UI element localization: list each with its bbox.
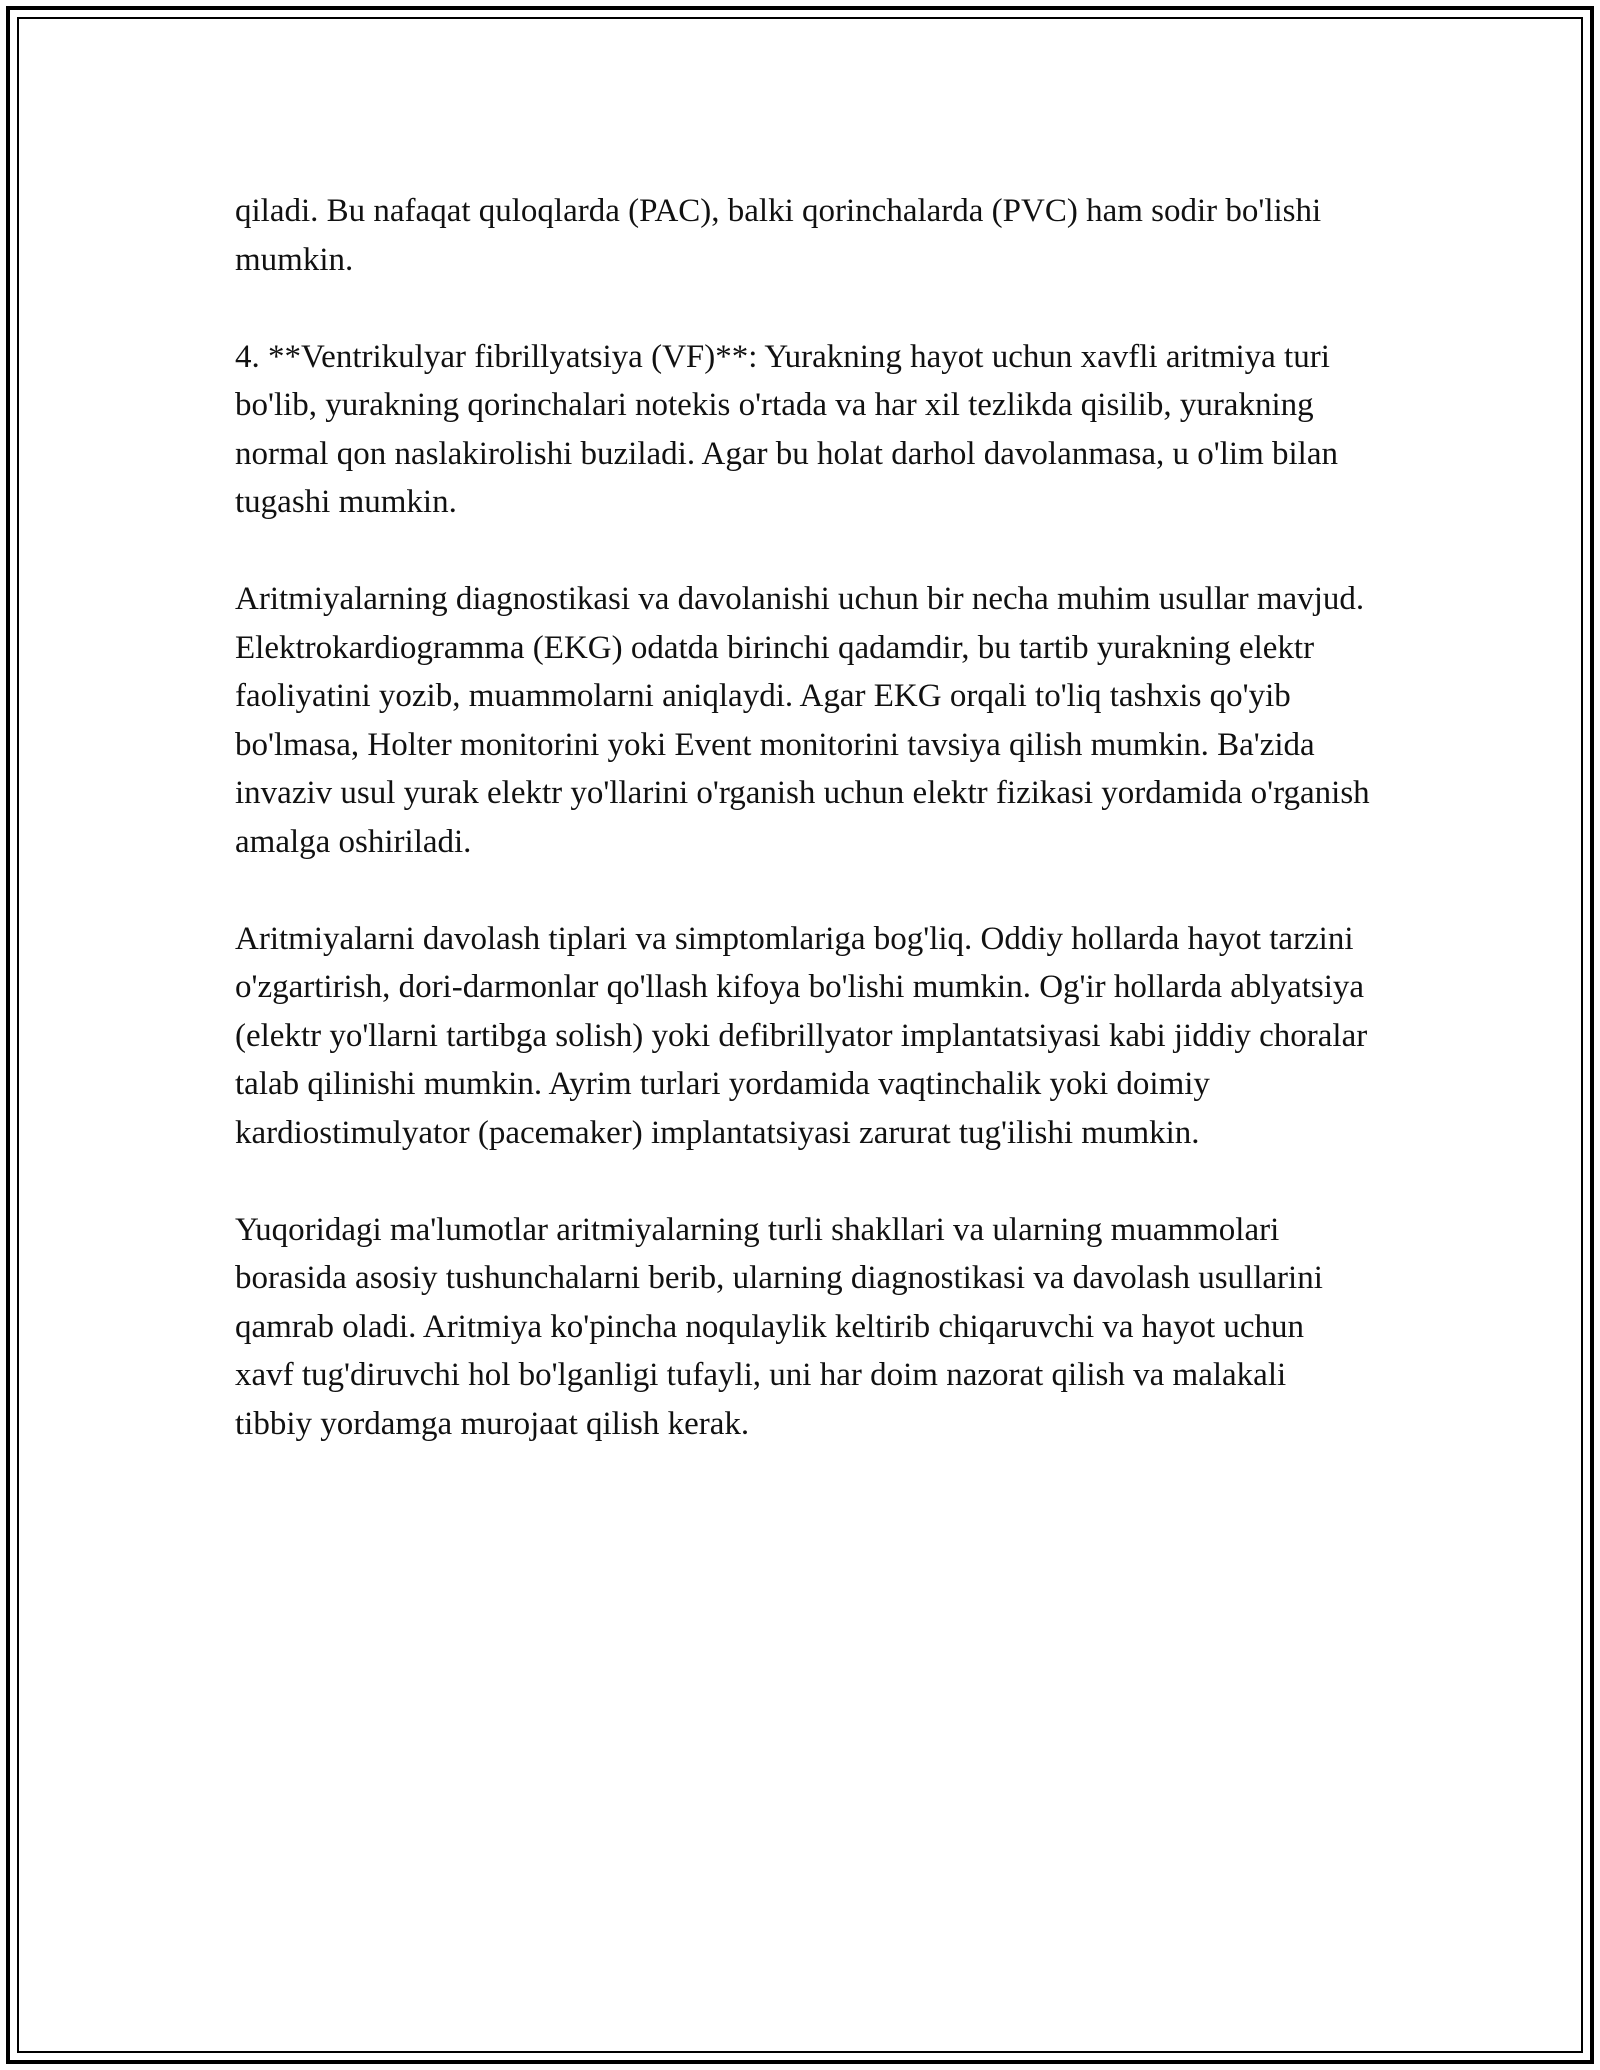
paragraph-diagnostics: Aritmiyalarning diagnostikasi va davolanishi uchun bir necha muhim usullar mavjud. Elektrokardiogramma (EKG) odatda birinchi qadamdir, bu tartib yurakning elektr faoliyatini yozib, muammolarni aniqlaydi. Agar EKG orqali to'liq tashxis qo'yib bo'lmasa, Holter monitorini yoki Event monitorini tavsiya qilish mumkin. Ba'zida invaziv usul yurak elektr yo'llarini o'rganish uchun elektr fizikasi yordamida o'rganish amalga oshiriladi. bbox=[235, 581, 1370, 860]
document-body bbox=[235, 187, 1370, 1497]
paragraph-ventricular-fibrillation: 4. **Ventrikulyar fibrillyatsiya (VF)**: Yurakning hayot uchun xavfli aritmiya turi bo'lib, yurakning qorinchalari notekis o'rtada va har xil tezlikda qisilib, yurakning normal qon naslakirolishi buziladi. Agar bu holat darhol davolanmasa, u o'lim bilan tugashi mumkin. bbox=[235, 338, 1338, 520]
paragraph-pvc-continuation: qiladi. Bu nafaqat quloqlarda (PAC), balki qorinchalarda (PVC) ham sodir bo'lishi mumkin. bbox=[235, 193, 1322, 278]
paragraph-treatment: Aritmiyalarni davolash tiplari va simptomlariga bog'liq. Oddiy hollarda hayot tarzini o'zgartirish, dori-darmonlar qo'llash kifoya bo'lishi mumkin. Og'ir hollarda ablyatsiya (elektr yo'llarni tartibga solish) yoki defibrillyator implantatsiyasi kabi jiddiy choralar talab qilinishi mumkin. Ayrim turlari yordamida vaqtinchalik yoki doimiy kardiostimulyator (pacemaker) implantatsiyasi zarurat tug'ilishi mumkin. bbox=[235, 920, 1368, 1151]
paragraph-conclusion: Yuqoridagi ma'lumotlar aritmiyalarning turli shakllari va ularning muammolari borasida asosiy tushunchalarni berib, ularning diagnostikasi va davolash usullarini qamrab oladi. Aritmiya ko'pincha noqulaylik keltirib chiqaruvchi va hayot uchun xavf tug'diruvchi hol bo'lganligi tufayli, uni har doim nazorat qilish va malakali tibbiy yordamga murojaat qilish kerak. bbox=[235, 1211, 1323, 1442]
